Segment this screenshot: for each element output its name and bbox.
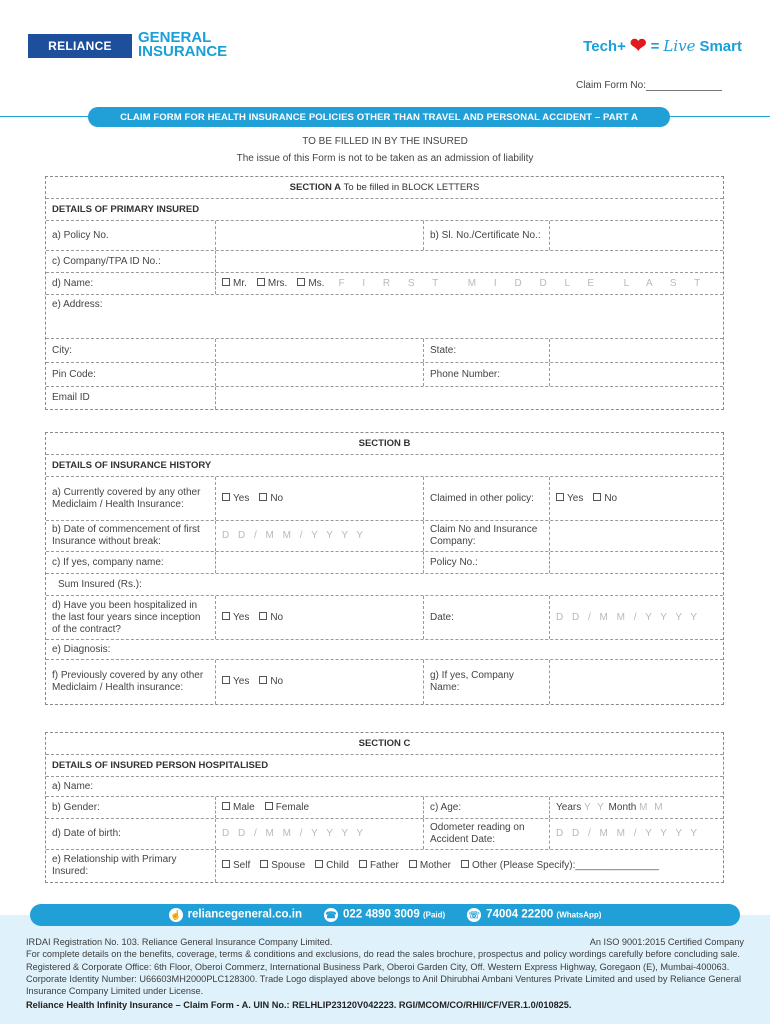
no-option[interactable]: No xyxy=(259,612,283,624)
no-option[interactable]: No xyxy=(593,493,617,505)
checkbox-icon xyxy=(222,802,230,810)
sl-no-field[interactable] xyxy=(550,221,723,250)
checkbox-icon xyxy=(222,278,230,286)
title-mrs-option[interactable]: Mrs. xyxy=(257,278,287,290)
first-name-placeholder: F I R S T xyxy=(338,277,446,289)
checkbox-icon xyxy=(259,612,267,620)
checkbox-icon xyxy=(259,676,267,684)
dob-label: d) Date of birth: xyxy=(46,819,216,849)
currently-covered-options[interactable] xyxy=(216,477,424,520)
checkbox-icon xyxy=(593,493,601,501)
title-band xyxy=(0,107,770,127)
no-option[interactable]: No xyxy=(259,493,283,505)
intro-line-1: TO BE FILLED IN BY THE INSURED xyxy=(302,136,468,147)
disclaimer: For complete details on the benefits, coverage, terms & conditions and exclusions, do read the sales brochure, prospectus and policy wordings carefully before concluding sale. Registered & Corporate Office: 6th Floor, Oberoi Commerz, International Business Park, Oberoi Garden City, Off. Western Express Highway, Goregaon (E), Mumbai-400063. Corporate Identity Number: U66603MH2000PLC128300. Trade Logo displayed above belongs to Anil Dhirubhai Ambani Ventures Private Limited and used by Reliance General Insurance Company Limited under License. xyxy=(26,949,742,997)
checkbox-icon xyxy=(315,860,323,868)
relationship-label: e) Relationship with Primary Insured: xyxy=(46,850,216,882)
heart-icon: ❤ xyxy=(629,34,647,57)
relationship-options[interactable] xyxy=(216,850,723,882)
phone-label: Phone Number: xyxy=(424,363,550,386)
title-mr-option[interactable]: Mr. xyxy=(222,278,247,290)
claim-form-number-field[interactable] xyxy=(646,81,722,91)
checkbox-icon xyxy=(222,493,230,501)
yes-option[interactable]: Yes xyxy=(222,676,249,688)
section-a-subtitle: DETAILS OF PRIMARY INSURED xyxy=(52,203,200,215)
website-link[interactable]: ☝ reliancegeneral.co.in xyxy=(169,908,302,921)
hospitalized-options[interactable] xyxy=(216,596,424,639)
checkbox-icon xyxy=(257,278,265,286)
checkbox-icon xyxy=(265,802,273,810)
prev-company-name-label: g) If yes, Company Name: xyxy=(424,660,550,704)
female-option[interactable]: Female xyxy=(265,802,309,814)
state-label: State: xyxy=(424,339,550,362)
section-b xyxy=(45,432,724,705)
age-field[interactable]: Years Y Y Month M M xyxy=(556,801,665,813)
form-title: CLAIM FORM FOR HEALTH INSURANCE POLICIES OTHER THAN TRAVEL AND PERSONAL ACCIDENT – PART A xyxy=(88,107,670,127)
phone-icon: ☎ xyxy=(324,908,338,922)
patient-name-field[interactable]: a) Name: xyxy=(52,780,94,792)
mother-option[interactable]: Mother xyxy=(409,860,451,872)
registration-line: IRDAI Registration No. 103. Reliance General Insurance Company Limited. An ISO 9001:2015 Certified Company xyxy=(26,937,744,947)
reliance-logo: RELIANCE xyxy=(28,34,132,58)
checkbox-icon xyxy=(222,676,230,684)
checkbox-icon xyxy=(556,493,564,501)
odometer-field[interactable]: D D / M M / Y Y Y Y xyxy=(556,828,701,839)
father-option[interactable]: Father xyxy=(359,860,399,872)
no-option[interactable]: No xyxy=(259,676,283,688)
policy-no-label: a) Policy No. xyxy=(46,221,216,250)
gender-options[interactable] xyxy=(216,797,424,818)
page-header xyxy=(0,0,770,100)
other-option[interactable]: Other (Please Specify):_______________ xyxy=(461,860,659,872)
section-b-subtitle: DETAILS OF INSURANCE HISTORY xyxy=(52,459,212,471)
name-field[interactable] xyxy=(216,273,723,294)
section-a xyxy=(45,176,724,410)
whatsapp-link[interactable]: ☏ 74004 22200 (WhatsApp) xyxy=(468,908,602,921)
sum-insured-field[interactable]: Sum Insured (Rs.): xyxy=(58,578,142,590)
diagnosis-field[interactable]: e) Diagnosis: xyxy=(52,643,111,655)
name-label: d) Name: xyxy=(46,273,216,294)
checkbox-icon xyxy=(259,493,267,501)
sl-no-label: b) Sl. No./Certificate No.: xyxy=(424,221,550,250)
currently-covered-label: a) Currently covered by any other Mediclaim / Health Insurance: xyxy=(46,477,216,520)
whatsapp-icon: ☏ xyxy=(467,908,481,922)
email-label: Email ID xyxy=(46,387,216,409)
company-tpa-field[interactable] xyxy=(216,251,723,272)
tech-live-smart-logo: Tech+ ❤ = Live Smart xyxy=(583,34,742,57)
section-a-title: SECTION A To be filled in BLOCK LETTERS xyxy=(289,181,480,193)
hospitalized-date-field[interactable]: D D / M M / Y Y Y Y xyxy=(556,611,701,623)
pin-code-field[interactable] xyxy=(216,363,424,386)
company-name-label: c) If yes, company name: xyxy=(46,552,216,573)
checkbox-icon xyxy=(359,860,367,868)
gender-label: b) Gender: xyxy=(46,797,216,818)
yes-option[interactable]: Yes xyxy=(556,493,583,505)
policy-no-field[interactable] xyxy=(216,221,424,250)
pointer-icon: ☝ xyxy=(169,908,183,922)
phone-field[interactable] xyxy=(550,363,723,386)
male-option[interactable]: Male xyxy=(222,802,255,814)
checkbox-icon xyxy=(297,278,305,286)
odometer-label: Odometer reading on Accident Date: xyxy=(424,819,550,849)
spouse-option[interactable]: Spouse xyxy=(260,860,305,872)
claim-form-number: Claim Form No: xyxy=(576,80,722,91)
checkbox-icon xyxy=(222,860,230,868)
contact-bar xyxy=(30,904,740,926)
child-option[interactable]: Child xyxy=(315,860,349,872)
city-field[interactable] xyxy=(216,339,424,362)
last-name-placeholder: L A S T xyxy=(623,277,708,289)
checkbox-icon xyxy=(409,860,417,868)
intro-line-2: The issue of this Form is not to be taken as an admission of liability xyxy=(236,153,534,164)
claim-no-company-field[interactable] xyxy=(550,521,723,551)
phone-link[interactable]: ☎ 022 4890 3009 (Paid) xyxy=(325,908,446,921)
section-b-title: SECTION B xyxy=(358,437,411,449)
policy-no-field[interactable] xyxy=(550,552,723,573)
uin-line: Reliance Health Infinity Insurance – Claim Form - A. UIN No.: RELHLIP23120V042223. RGI/MCOM/CO/RHII/CF/VER.1.0/010825. xyxy=(26,1000,572,1011)
age-label: c) Age: xyxy=(424,797,550,818)
state-field[interactable] xyxy=(550,339,723,362)
city-label: City: xyxy=(46,339,216,362)
section-c-title: SECTION C xyxy=(358,737,411,749)
section-c xyxy=(45,732,724,883)
checkbox-icon xyxy=(260,860,268,868)
general-insurance-wordmark: GENERAL INSURANCE xyxy=(138,29,228,60)
checkbox-icon xyxy=(222,612,230,620)
previously-covered-label: f) Previously covered by any other Mediclaim / Health insurance: xyxy=(46,660,216,704)
claimed-other-label: Claimed in other policy: xyxy=(424,477,550,520)
dob-field[interactable]: D D / M M / Y Y Y Y xyxy=(216,819,424,849)
company-tpa-label: c) Company/TPA ID No.: xyxy=(46,251,216,272)
claimed-other-options[interactable] xyxy=(550,477,723,520)
iso-certification: An ISO 9001:2015 Certified Company xyxy=(589,937,744,947)
checkbox-icon xyxy=(461,860,469,868)
yes-option[interactable]: Yes xyxy=(222,493,249,505)
title-ms-option[interactable]: Ms. xyxy=(297,278,324,290)
self-option[interactable]: Self xyxy=(222,860,250,872)
hospitalized-label: d) Have you been hospitalized in the last four years since inception of the contract? xyxy=(46,596,216,639)
hospitalized-date-label: Date: xyxy=(424,596,550,639)
middle-name-placeholder: M I D D L E xyxy=(467,277,602,289)
company-name-field[interactable] xyxy=(216,552,424,573)
commencement-date-field[interactable]: D D / M M / Y Y Y Y xyxy=(216,521,424,551)
pin-code-label: Pin Code: xyxy=(46,363,216,386)
previously-covered-options[interactable] xyxy=(216,660,424,704)
legal-text xyxy=(26,936,744,1012)
claim-no-company-label: Claim No and Insurance Company: xyxy=(424,521,550,551)
commencement-label: b) Date of commencement of first Insurance without break: xyxy=(46,521,216,551)
policy-no-label: Policy No.: xyxy=(424,552,550,573)
yes-option[interactable]: Yes xyxy=(222,612,249,624)
email-field[interactable] xyxy=(216,387,723,409)
prev-company-name-field[interactable] xyxy=(550,660,723,704)
address-field[interactable]: e) Address: xyxy=(52,299,103,310)
section-c-subtitle: DETAILS OF INSURED PERSON HOSPITALISED xyxy=(52,759,269,771)
